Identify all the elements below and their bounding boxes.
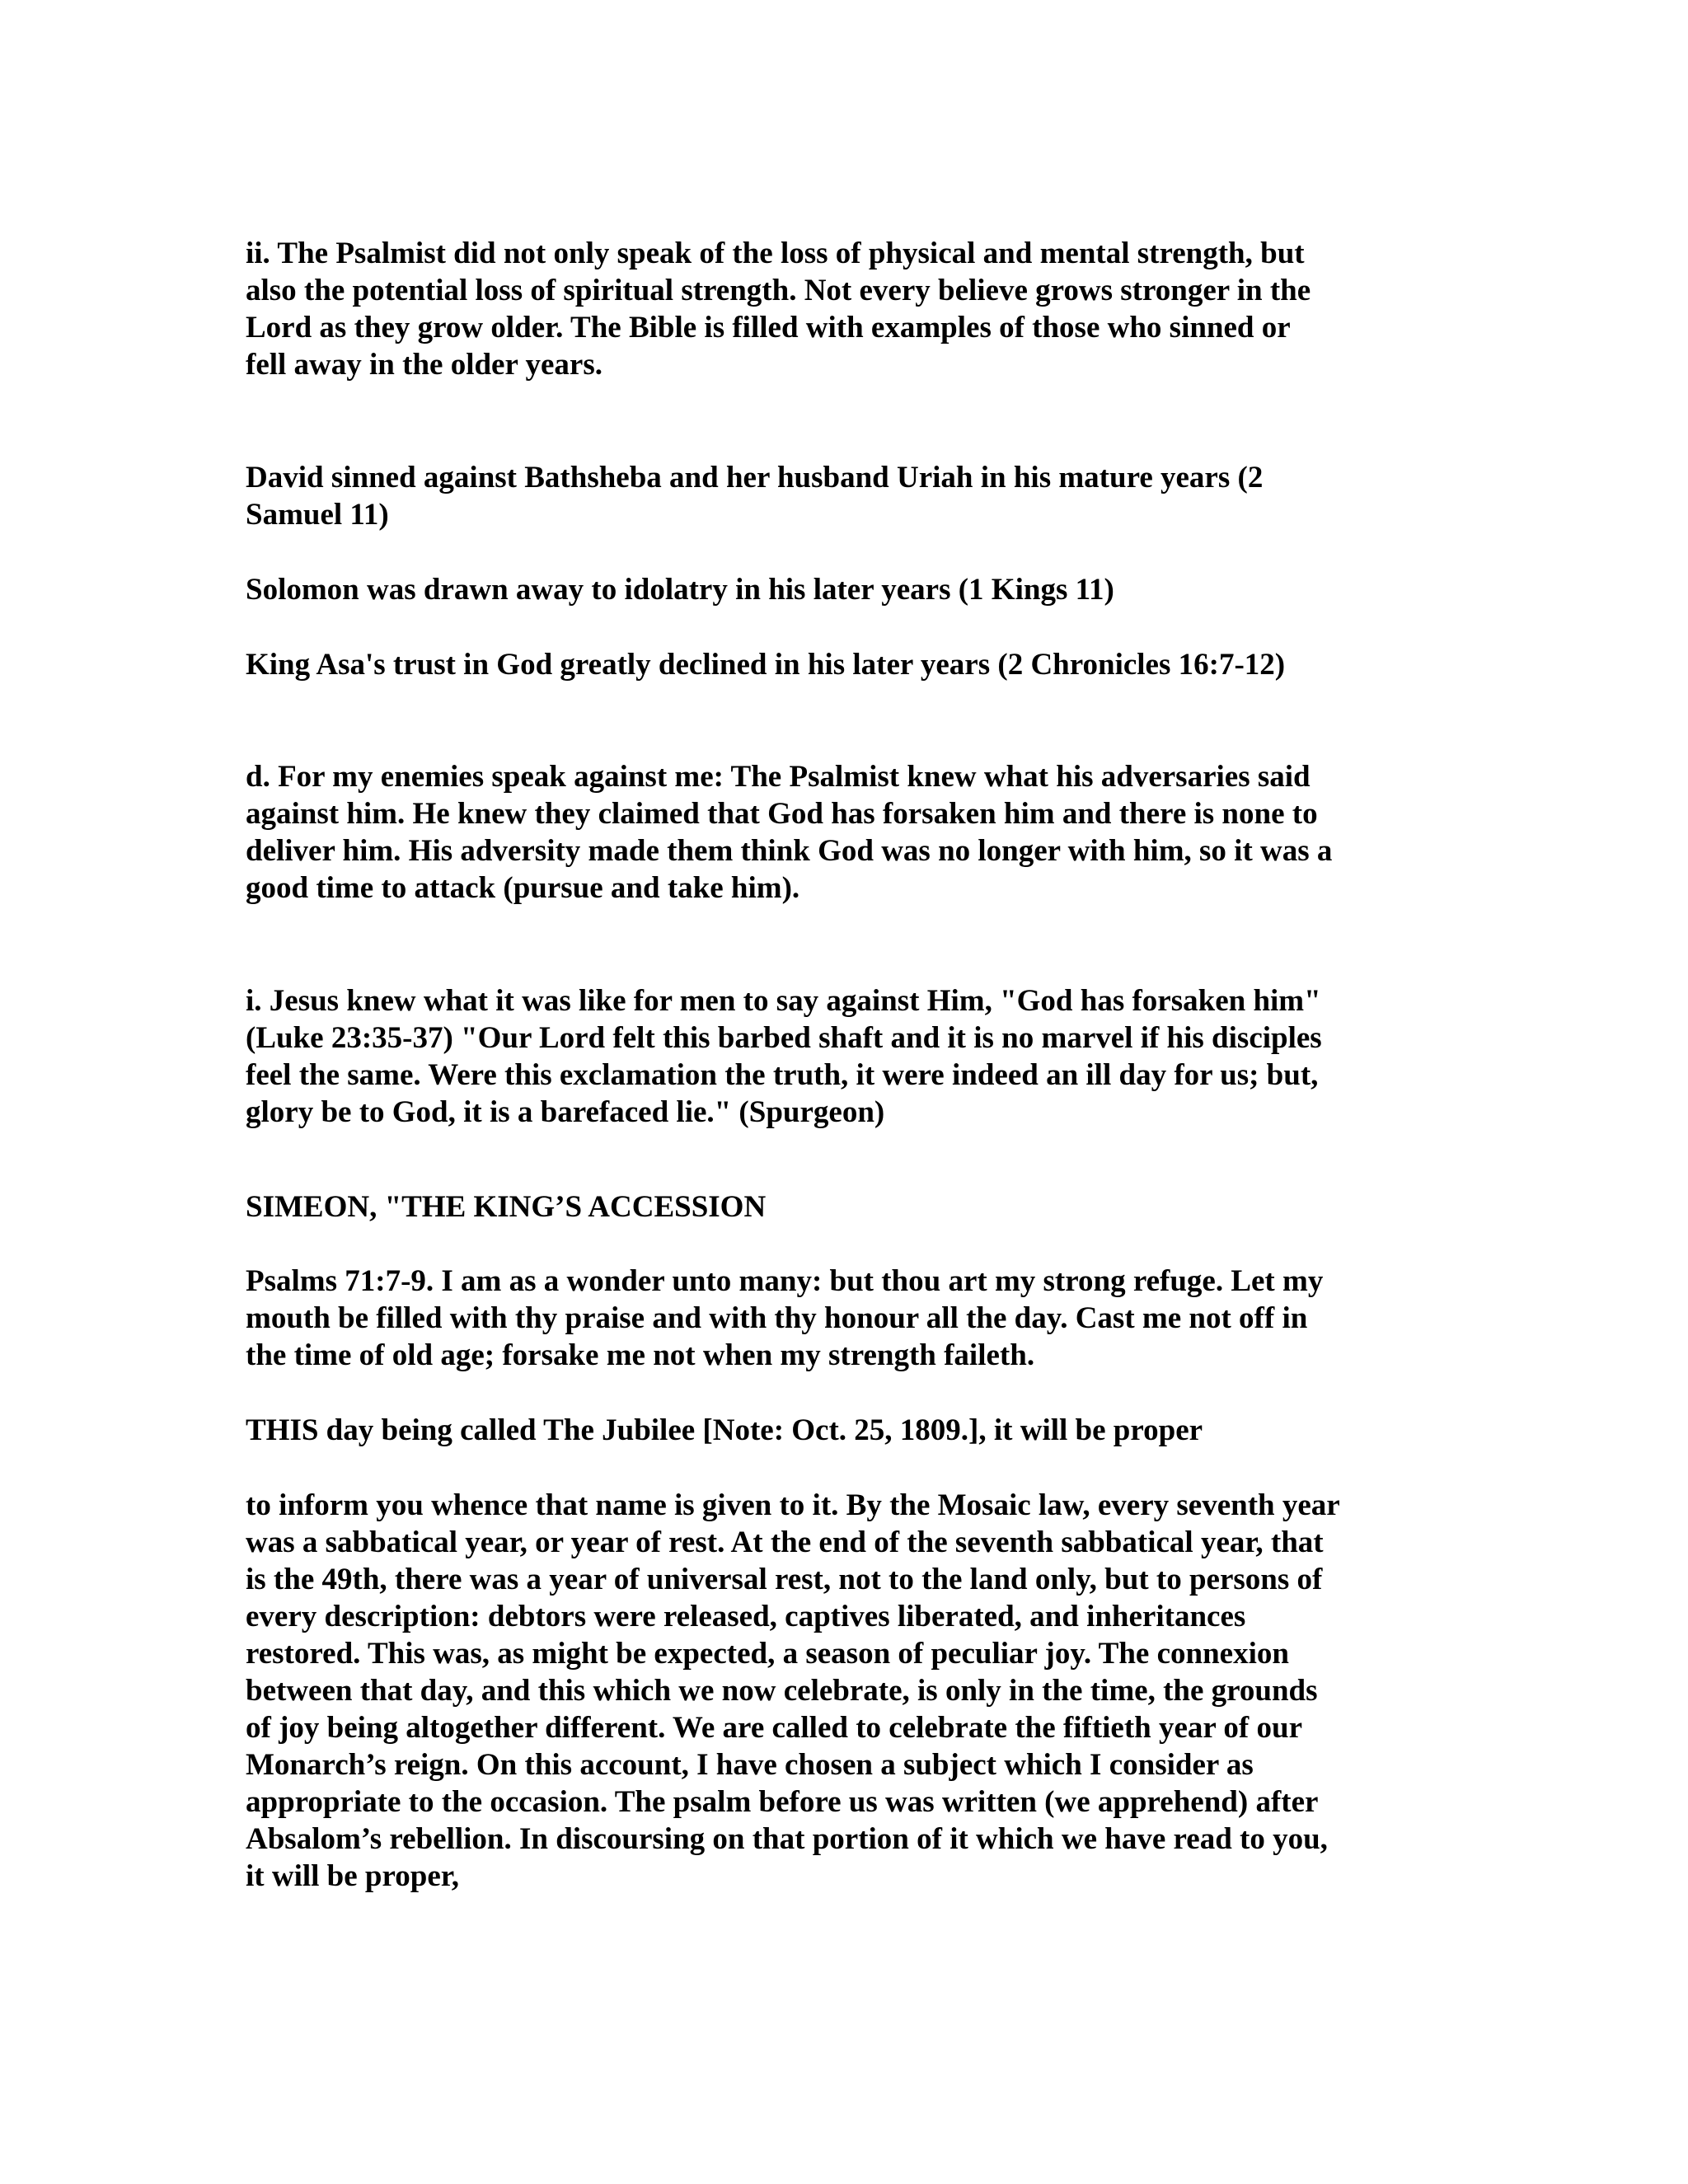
paragraph-enemies (246, 758, 1465, 907)
text-line: fell away in the older years. (246, 348, 603, 382)
text-line: King Asa's trust in God greatly declined in his later years (2 Chronicles 16:7-12) (246, 648, 1286, 682)
text-line: to inform you whence that name is given to it. By the Mosaic law, every seventh year (246, 1488, 1340, 1522)
paragraph-david (246, 459, 1465, 533)
text-line: Lord as they grow older. The Bible is filled with examples of those who sinned or (246, 311, 1291, 344)
text-line: David sinned against Bathsheba and her husband Uriah in his mature years (2 (246, 461, 1264, 494)
text-line: Absalom’s rebellion. In discoursing on that portion of it which we have read to you, (246, 1822, 1328, 1856)
text-line: Solomon was drawn away to idolatry in his later years (1 Kings 11) (246, 573, 1114, 607)
section-heading (246, 1188, 1465, 1226)
text-line: i. Jesus knew what it was like for men to say against Him, "God has forsaken him" (246, 984, 1321, 1018)
text-line: THIS day being called The Jubilee [Note: Oct. 25, 1809.], it will be proper (246, 1413, 1203, 1447)
paragraph-mosaic-law (246, 1487, 1465, 1895)
text-line: (Luke 23:35-37) "Our Lord felt this barbed shaft and it is no marvel if his disciples (246, 1021, 1322, 1055)
paragraph-asa (246, 646, 1465, 683)
paragraph-psalm (246, 1263, 1465, 1374)
paragraph-solomon (246, 571, 1465, 608)
text-line: restored. This was, as might be expected, a season of peculiar joy. The connexion (246, 1637, 1289, 1671)
paragraph-jubilee (246, 1412, 1465, 1449)
text-line: appropriate to the occasion. The psalm before us was written (we apprehend) after (246, 1785, 1319, 1819)
text-line: of joy being altogether different. We are called to celebrate the fiftieth year of our (246, 1711, 1302, 1745)
text-line: mouth be filled with thy praise and with thy honour all the day. Cast me not off in (246, 1301, 1308, 1335)
paragraph-jesus (246, 982, 1465, 1131)
text-line: deliver him. His adversity made them think God was no longer with him, so it was a (246, 834, 1333, 868)
text-line: it will be proper, (246, 1859, 460, 1893)
text-line: feel the same. Were this exclamation the truth, it were indeed an ill day for us; but, (246, 1058, 1319, 1092)
text-line: against him. He knew they claimed that God has forsaken him and there is none to (246, 797, 1318, 831)
text-line: Psalms 71:7-9. I am as a wonder unto many: but thou art my strong refuge. Let my (246, 1264, 1324, 1298)
text-line: glory be to God, it is a barefaced lie." (Spurgeon) (246, 1095, 885, 1129)
paragraph-spiritual-strength (246, 235, 1465, 383)
text-line: also the potential loss of spiritual strength. Not every believe grows stronger in the (246, 274, 1311, 307)
text-line: Samuel 11) (246, 498, 389, 532)
text-line: Monarch’s reign. On this account, I have chosen a subject which I consider as (246, 1748, 1254, 1782)
text-line: every description: debtors were released, captives liberated, and inheritances (246, 1600, 1246, 1633)
text-line: ii. The Psalmist did not only speak of the loss of physical and mental strength, but (246, 237, 1305, 270)
text-line: good time to attack (pursue and take him). (246, 871, 800, 905)
text-line: is the 49th, there was a year of universal rest, not to the land only, but to persons of (246, 1563, 1323, 1596)
text-line: SIMEON, "THE KING’S ACCESSION (246, 1190, 767, 1224)
text-line: was a sabbatical year, or year of rest. At the end of the seventh sabbatical year, that (246, 1526, 1324, 1559)
text-line: the time of old age; forsake me not when my strength faileth. (246, 1338, 1035, 1372)
text-line: d. For my enemies speak against me: The Psalmist knew what his adversaries said (246, 760, 1311, 794)
text-line: between that day, and this which we now celebrate, is only in the time, the grounds (246, 1674, 1318, 1708)
